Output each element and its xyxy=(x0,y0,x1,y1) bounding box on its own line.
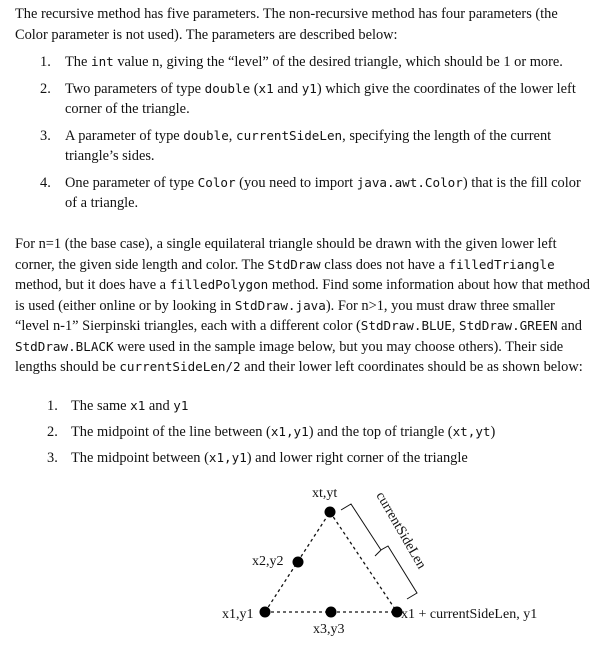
text: class does not have a xyxy=(320,256,449,273)
text: The midpoint between ( xyxy=(71,450,209,466)
code-text: double xyxy=(204,80,251,96)
code-text: x1 xyxy=(130,398,146,413)
code-text: double xyxy=(183,127,229,143)
label-top: xt,yt xyxy=(312,486,338,501)
code-text: filledPolygon xyxy=(169,277,269,292)
code-text: x1,y1 xyxy=(270,424,309,439)
label-mid-left: x2,y2 xyxy=(252,554,284,569)
text: , xyxy=(451,318,459,334)
code-text: currentSideLen/2 xyxy=(119,359,241,374)
code-text: StdDraw.GREEN xyxy=(459,318,558,333)
sierpinski-diagram xyxy=(15,470,595,646)
coordinate-list xyxy=(15,396,575,474)
point-mid-left xyxy=(293,557,304,568)
code-text: x1 xyxy=(258,80,274,96)
list-number: 1. xyxy=(47,398,58,414)
base-case-paragraph xyxy=(15,234,591,378)
triangle-right-side xyxy=(330,512,397,612)
parameter-list xyxy=(15,52,591,220)
intro-paragraph: The recursive method has five parameters. The non-recursive method has four parameters (the Color parameter is not used). The parameters are described below: xyxy=(15,6,558,43)
text: A parameter of type xyxy=(65,127,184,144)
list-number: 3. xyxy=(40,127,51,144)
text: ( xyxy=(250,80,259,97)
list-number: 2. xyxy=(40,80,51,97)
list-number: 1. xyxy=(40,54,51,70)
code-text: Color xyxy=(197,174,236,190)
code-text: xt,yt xyxy=(452,424,491,439)
code-text: StdDraw xyxy=(267,256,321,272)
text: method. Find some information about how that method is used (either online or by looking in xyxy=(15,277,591,314)
text: were used in the sample image below, but you may choose others). Their side lengths should be xyxy=(15,338,564,375)
label-side-length: currentSideLen xyxy=(372,489,429,572)
text: and xyxy=(557,318,582,334)
list-item xyxy=(15,173,591,214)
text: The midpoint of the line between ( xyxy=(71,424,271,440)
text: and xyxy=(273,80,302,97)
code-text: StdDraw.BLACK xyxy=(15,338,114,354)
code-text: filledTriangle xyxy=(448,256,555,272)
text: The xyxy=(65,54,91,70)
code-text: x1,y1 xyxy=(208,450,247,465)
list-item xyxy=(15,126,591,167)
list-number: 3. xyxy=(47,450,58,466)
list-item xyxy=(15,422,575,448)
point-bottom-mid xyxy=(326,607,337,618)
list-item xyxy=(15,79,591,120)
text: ) that is the fill color of a triangle. xyxy=(65,174,581,211)
list-item xyxy=(15,52,591,73)
list-item xyxy=(15,396,575,422)
text: value n, giving the “level” of the desired triangle, which should be 1 or more. xyxy=(113,54,563,70)
text: method, but it does have a xyxy=(15,277,170,293)
text: , xyxy=(228,127,236,144)
code-text: java.awt.Color xyxy=(356,174,463,190)
code-text: StdDraw.BLUE xyxy=(360,318,452,333)
text: , specifying the length of the current triangle’s sides. xyxy=(65,127,552,164)
code-text: currentSideLen xyxy=(235,127,343,143)
text: and their lower left coordinates should be as shown below: xyxy=(240,359,583,375)
point-bottom-left xyxy=(260,607,271,618)
text: and xyxy=(145,398,174,414)
text: ) and lower right corner of the triangle xyxy=(246,450,468,466)
text: ) xyxy=(490,424,496,440)
text: (you need to import xyxy=(235,174,357,191)
text: One parameter of type xyxy=(65,174,198,191)
code-text: y1 xyxy=(301,80,317,96)
text: Two parameters of type xyxy=(65,80,205,97)
text: ) which give the coordinates of the lower left corner of the triangle. xyxy=(65,80,576,117)
text: For n=1 (the base case), a single equilateral triangle should be drawn with the given lower left corner, the given side length and color. The xyxy=(15,236,557,273)
list-number: 4. xyxy=(40,174,51,191)
text: ). For n>1, you must draw three smaller “level n-1” Sierpinski triangles, each with a different color ( xyxy=(15,297,555,334)
text: The same xyxy=(71,398,131,414)
code-text: y1 xyxy=(173,398,189,413)
label-bottom-mid: x3,y3 xyxy=(313,622,345,637)
label-bottom-left: x1,y1 xyxy=(222,607,254,622)
code-text: int xyxy=(90,54,114,69)
text: ) and the top of triangle ( xyxy=(308,424,453,440)
point-top xyxy=(325,507,336,518)
code-text: StdDraw.java xyxy=(234,297,326,313)
list-number: 2. xyxy=(47,424,58,440)
label-bottom-right: x1 + currentSideLen, y1 xyxy=(401,607,538,622)
